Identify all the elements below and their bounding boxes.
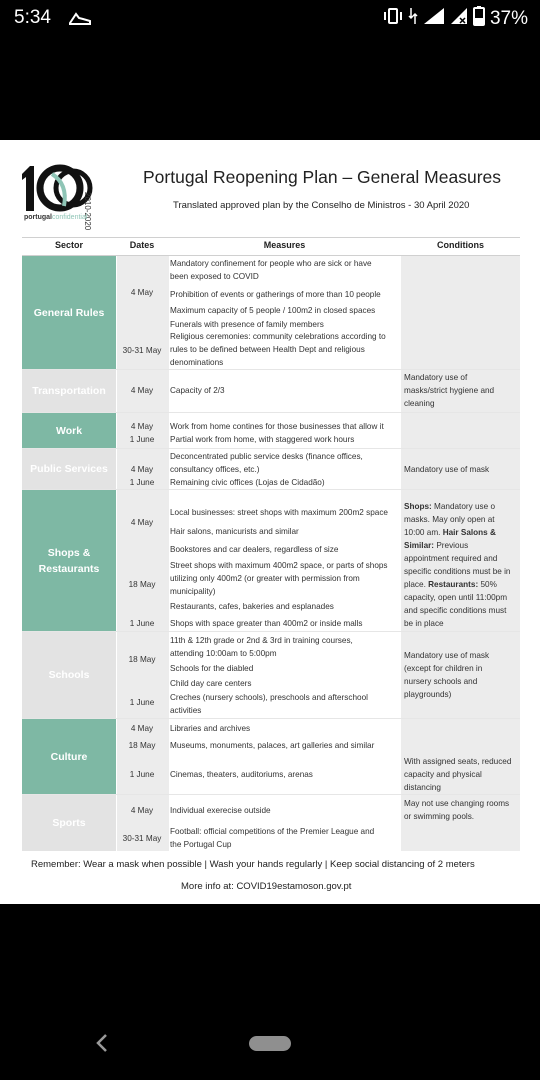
measure-text: Child day care centers <box>170 679 252 688</box>
measure-text: Maximum capacity of 5 people / 100m2 in closed spaces <box>170 306 376 315</box>
table-row-sports <box>22 795 520 851</box>
header-measures: Measures <box>263 240 306 250</box>
measure-text: utilizing only 400m2 (or greater with permission from <box>170 574 360 583</box>
sector-cell: Public Services <box>22 449 116 489</box>
date-cell: 4 May <box>130 422 154 431</box>
battery-icon <box>473 6 485 31</box>
sector-cell: General Rules <box>22 256 116 369</box>
document-image[interactable] <box>0 140 540 904</box>
date-cell: 18 May <box>128 655 156 664</box>
measure-text: Shops with space greater than 400m2 or inside malls <box>170 619 363 628</box>
condition-text: (except for children in <box>404 664 483 673</box>
condition-text: be in place <box>404 619 444 628</box>
table-row-schools <box>22 632 520 719</box>
table-row-transportation <box>22 370 520 413</box>
table-header <box>22 237 520 256</box>
status-time: 5:34 <box>14 7 51 28</box>
measure-text: Prohibition of events or gatherings of more than 10 people <box>170 290 381 299</box>
measure-text: Partial work from home, with staggered work hours <box>170 435 355 444</box>
sector-cell: Schools <box>22 632 116 718</box>
footer-more-info: More info at: COVID19estamoson.gov.pt <box>181 881 352 892</box>
date-cell: 4 May <box>130 806 154 815</box>
measure-text: Local businesses: street shops with maximum 200m2 space <box>170 508 388 517</box>
date-cell: 30-31 May <box>122 834 162 843</box>
date-cell: 4 May <box>130 386 154 395</box>
measure-text: Individual exerecise outside <box>170 806 271 815</box>
table-row-work <box>22 413 520 449</box>
sector-cell: Transportation <box>22 370 116 412</box>
measure-text: Schools for the diabled <box>170 664 254 673</box>
condition-text: place. Restaurants: 50% <box>404 580 497 589</box>
measure-text: Creches (nursery schools), preschools and afterschool <box>170 693 368 702</box>
measure-text: Deconcentrated public service desks (finance offices, <box>170 452 363 461</box>
measure-text: Football: official competitions of the Premier League and <box>170 827 375 836</box>
measure-text: the Portugal Cup <box>170 840 232 849</box>
condition-text: nursery schools and <box>404 677 478 686</box>
measure-text: rules to be defined between Health Dept and religious <box>170 345 365 354</box>
vibrate-icon <box>383 8 403 29</box>
date-cell: 1 June <box>129 698 155 707</box>
sector-cell: Work <box>22 413 116 448</box>
page-subtitle: Translated approved plan by the Conselho de Ministros - 30 April 2020 <box>173 200 470 211</box>
sector-cell: Sports <box>22 795 116 851</box>
status-bar <box>0 0 540 38</box>
home-button[interactable] <box>249 1036 291 1051</box>
condition-text: distancing <box>404 783 441 792</box>
condition-text: playgrounds) <box>404 690 452 699</box>
condition-text: cleaning <box>404 399 435 408</box>
sector-cell: Shops & Restaurants <box>22 490 116 631</box>
condition-text: capacity and physical <box>404 770 482 779</box>
measure-text: Hair salons, manicurists and similar <box>170 527 299 536</box>
sector-cell: Culture <box>22 719 116 794</box>
date-cell: 4 May <box>130 465 154 474</box>
measure-text: Funerals with presence of family members <box>170 320 324 329</box>
sneaker-icon <box>68 9 92 32</box>
date-cell: 4 May <box>130 518 154 527</box>
measure-text: denominations <box>170 358 224 367</box>
measure-text: activities <box>170 706 202 715</box>
measure-text: Remaining civic offices (Lojas de Cidadão) <box>170 478 325 487</box>
condition-text: Similar: Previous <box>404 541 469 550</box>
measure-text: Museums, monuments, palaces, art galleries and similar <box>170 741 375 750</box>
page-title: Portugal Reopening Plan – General Measures <box>143 167 501 187</box>
footer-reminder: Remember: Wear a mask when possible | Wash your hands regularly | Keep social distancing of 2 meters <box>31 859 475 870</box>
data-transfer-icon <box>408 7 418 30</box>
table-row-shops-restaurants <box>22 490 520 632</box>
date-cell: 4 May <box>130 724 154 733</box>
measure-text: Mandatory confinement for people who are sick or have <box>170 259 372 268</box>
measure-text: Restaurants, cafes, bakeries and esplanades <box>170 602 334 611</box>
condition-text: Mandatory use of mask <box>404 465 490 474</box>
measure-text: 11th & 12th grade or 2nd & 3rd in training courses, <box>170 636 353 645</box>
condition-text: Shops: Mandatory use o <box>404 502 496 511</box>
measure-text: been exposed to COVID <box>170 272 259 281</box>
date-cell: 1 June <box>129 478 155 487</box>
measure-text: Libraries and archives <box>170 724 251 733</box>
measure-text: Capacity of 2/3 <box>170 386 225 395</box>
header-conditions: Conditions <box>437 240 484 250</box>
measure-text: municipality) <box>170 587 216 596</box>
condition-text: masks/strict hygiene and <box>404 386 495 395</box>
condition-text: appointment required and <box>404 554 498 563</box>
date-cell: 1 June <box>129 619 155 628</box>
table-row-culture <box>22 719 520 795</box>
date-cell: 18 May <box>128 741 156 750</box>
condition-text: masks. May only open at <box>404 515 495 524</box>
measure-text: consultancy offices, etc.) <box>170 465 260 474</box>
condition-text: and specific conditions must <box>404 606 507 615</box>
measure-text: attending 10:00am to 5:00pm <box>170 649 277 658</box>
measure-text: Work from home contines for those businesses that allow it <box>170 422 384 431</box>
date-cell: 18 May <box>128 580 156 589</box>
condition-text: 10:00 am. Hair Salons & <box>404 528 496 537</box>
condition-text: capacity, open until 11:00pm <box>404 593 508 602</box>
signal-icon <box>423 7 445 30</box>
logo-year-range: 2010-2020 <box>83 192 92 231</box>
measure-text: Bookstores and car dealers, regardless of size <box>170 545 339 554</box>
signal-no-sim-icon <box>450 7 468 30</box>
condition-text: With assigned seats, reduced <box>404 757 512 766</box>
condition-text: Mandatory use of <box>404 373 468 382</box>
date-cell: 1 June <box>129 435 155 444</box>
date-cell: 4 May <box>130 288 154 297</box>
condition-text: May not use changing rooms <box>404 799 510 808</box>
back-button[interactable] <box>94 1033 112 1058</box>
measure-text: Religious ceremonies: community celebrations according to <box>170 332 386 341</box>
table-row-general-rules <box>22 256 520 370</box>
measure-text: Street shops with maximum 400m2 space, or parts of shops <box>170 561 388 570</box>
date-cell: 30-31 May <box>122 346 162 355</box>
condition-text: or swimming pools. <box>404 812 475 821</box>
condition-text: Mandatory use of mask <box>404 651 490 660</box>
logo-wordmark: portugalconfidential <box>24 214 88 221</box>
condition-text: specific conditions must be in <box>404 567 511 576</box>
date-cell: 1 June <box>129 770 155 779</box>
table-row-public-services <box>22 449 520 490</box>
header-dates: Dates <box>129 240 155 250</box>
measures-table <box>22 237 520 851</box>
header-sector: Sector <box>54 240 83 250</box>
battery-percentage: 37% <box>489 7 528 29</box>
measure-text: Cinemas, theaters, auditoriums, arenas <box>170 770 313 779</box>
